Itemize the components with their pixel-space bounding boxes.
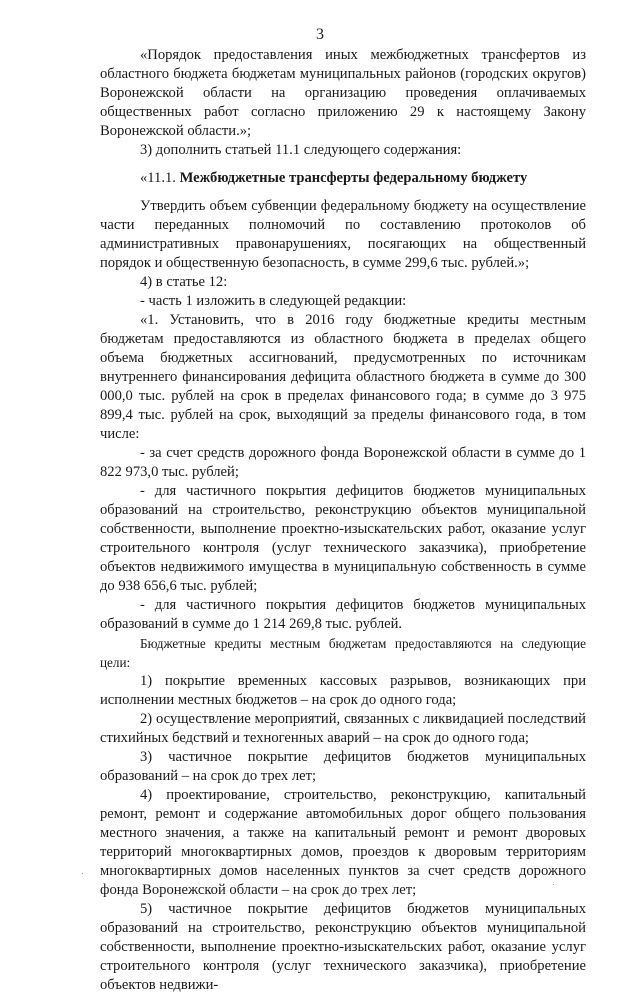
paragraph-order-title: «Порядок предоставления иных межбюджетных трансфертов из областного бюджета бюджетам муниципальных районов (городских округов) Воронежской области на организацию проведения оплачиваемых общественных работ согласно приложению 29 к настоящему Закону Воронежской области.»; <box>100 47 586 139</box>
article-heading <box>100 169 586 188</box>
paragraph-road-fund: - за счет средств дорожного фонда Воронежской области в сумме до 1 822 973,0 тыс. рублей; <box>100 445 586 480</box>
paragraph-deficit: - для частичного покрытия дефицитов бюджетов муниципальных образований в сумме до 1 214 269,8 тыс. рублей. <box>100 597 586 632</box>
document-body <box>100 46 586 995</box>
paragraph-item-3: 3) дополнить статьей 11.1 следующего содержания: <box>140 142 462 158</box>
paragraph-subvention: Утвердить объем субвенции федеральному бюджету на осуществление части переданных полномочий по составлению протоколов об административных правонарушениях, посягающих на общественный порядок и общественную безопасность, в сумме 299,6 тыс. рублей.»; <box>100 198 586 271</box>
paragraph-part-1: - часть 1 изложить в следующей редакции: <box>140 293 407 309</box>
article-number: «11.1. <box>140 170 180 186</box>
list-item-4: 4) проектирование, строительство, реконструкцию, капитальный ремонт, ремонт и содержание автомобильных дорог общего пользования местного значения, а также на капитальный ремонт и ремонт дворовых территорий многоквартирных домов, проездов к дворовым территориям многоквартирных домов населенных пунктов за счет средств дорожного фонда Воронежской области – на срок до трех лет; <box>100 787 586 898</box>
list-item-5: 5) частичное покрытие дефицитов бюджетов муниципальных образований на строительство, реконструкцию объектов муниципальной собственности, выполнение проектно-изыскательских работ, оказание услуг строительного контроля (услуг технического заказчика), приобретение объектов недвижи- <box>100 901 586 993</box>
page-number: 3 <box>316 26 324 43</box>
paragraph-construction: - для частичного покрытия дефицитов бюджетов муниципальных образований на строительство, реконструкцию объектов муниципальной собственности, выполнение проектно-изыскательских работ, оказание услуг строительного контроля (услуг технического заказчика), приобретение объектов недвижимого имущества в муниципальную собственность в сумме до 938 656,6 тыс. рублей; <box>100 483 586 594</box>
paragraph-clause-1: «1. Установить, что в 2016 году бюджетные кредиты местным бюджетам предоставляются из областного бюджета в пределах общего объема бюджетных ассигнований, предусмотренных по источникам внутреннего финансирования дефицита областного бюджета в сумме до 300 000,0 тыс. рублей на срок в пределах финансового года; в сумме до 3 975 899,4 тыс. рублей на срок, выходящий за пределы финансового года, в том числе: <box>100 312 586 442</box>
list-item-1: 1) покрытие временных кассовых разрывов, возникающих при исполнении местных бюджетов – на срок до одного года; <box>100 673 586 708</box>
paragraph-item-4: 4) в статье 12: <box>140 274 228 290</box>
paragraph-purposes: Бюджетные кредиты местным бюджетам предоставляются на следующие цели: <box>100 636 586 670</box>
scan-artifact <box>553 884 554 885</box>
article-title: Межбюджетные трансферты федеральному бюджету <box>179 170 528 186</box>
list-item-2: 2) осуществление мероприятий, связанных с ликвидацией последствий стихийных бедствий и техногенных аварий – на срок до одного года; <box>100 711 586 746</box>
list-item-3: 3) частичное покрытие дефицитов бюджетов муниципальных образований – на срок до трех лет; <box>100 749 586 784</box>
scan-artifact <box>82 873 83 874</box>
